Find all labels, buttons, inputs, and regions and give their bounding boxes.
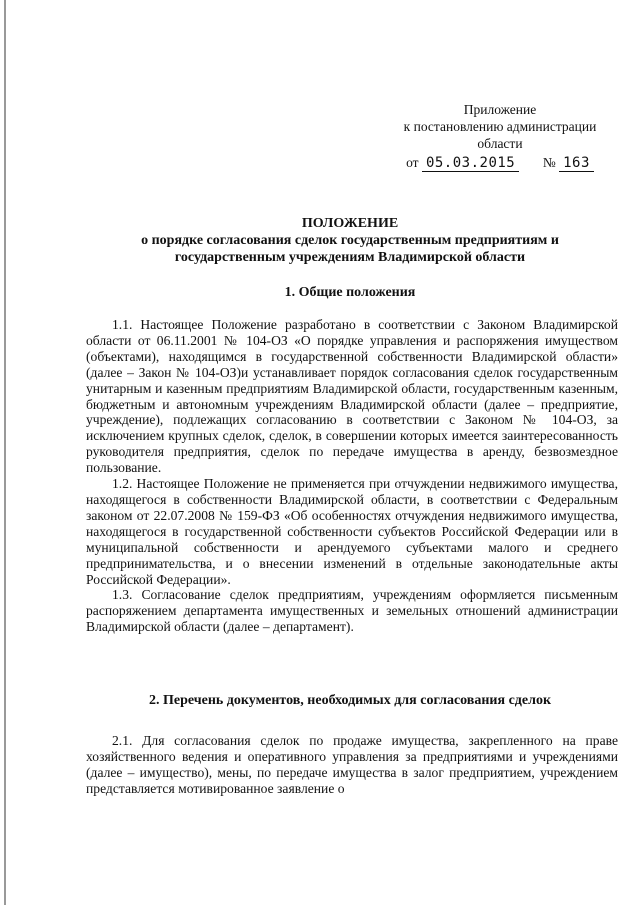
decree-number: 163 bbox=[559, 155, 594, 172]
paragraph-1-3: 1.3. Согласование сделок предприятиям, учреждениям оформляется письменным распоряжением департамента имущественных и земельных отношений администрации Владимирской области (далее – департамент). bbox=[86, 587, 618, 635]
attachment-decree-ref: к постановлению администрации bbox=[403, 119, 597, 134]
paragraph-1-2: 1.2. Настоящее Положение не применяется при отчуждении недвижимого имущества, находящегося в собственности Владимирской области, в соответствии с Федеральным законом от 22.07.2008 № 159-ФЗ «Об особенностях отчуждения недвижимого имущества, находящегося в государственной собственности субъектов Российской Федерации или в муниципальной собственности и арендуемого субъектами малого и среднего предпринимательства, и о внесении изменений в отдельные законодательные акты Российской Федерации». bbox=[86, 476, 618, 587]
paragraph-2-1: 2.1. Для согласования сделок по продаже имущества, закрепленного на праве хозяйственного ведения и оперативного управления за предприятиями и учреждениями (далее – имущество), мены, по передаче имущества в залог предприятием, учреждением представляется мотивированное заявление о bbox=[86, 733, 618, 796]
attachment-block bbox=[390, 101, 610, 172]
attachment-region: области bbox=[477, 136, 523, 151]
number-prefix: № bbox=[542, 155, 556, 170]
paragraph-1-1: 1.1. Настоящее Положение разработано в соответствии с Законом Владимирской области от 06.11.2001 № 104-ОЗ «О порядке управления и распоряжения имуществом (объектами), находящимся в государственной собственности Владимирской области» (далее – Закон № 104-ОЗ)и устанавливает порядок согласования сделок государственным унитарным и казенным предприятиям Владимирской области, государственным казенным, бюджетным и автономным учреждениям Владимирской области (далее – предприятие, учреждение), подлежащих согласованию в соответствии с Законом № 104-ОЗ, за исключением крупных сделок, сделок, в совершении которых имеется заинтересованность руководителя предприятия, сделок по передаче имущества в аренду, безвозмездное пользование. bbox=[86, 317, 618, 476]
decree-date: 05.03.2015 bbox=[422, 155, 519, 172]
decree-date-number bbox=[390, 154, 610, 172]
title-subtitle: о порядке согласования сделок государственным предприятиям и государственным учреждениям Владимирской области bbox=[141, 233, 559, 265]
section-2-body bbox=[86, 733, 618, 797]
section-1-heading: 1. Общие положения bbox=[284, 285, 416, 300]
document-title bbox=[80, 215, 620, 266]
attachment-label: Приложение bbox=[463, 102, 537, 117]
scan-edge-mark bbox=[4, 0, 6, 905]
title-main: ПОЛОЖЕНИЕ bbox=[301, 216, 399, 231]
section-1-body bbox=[86, 317, 618, 635]
date-prefix: от bbox=[406, 155, 419, 170]
section-2-heading: 2. Перечень документов, необходимых для согласования сделок bbox=[148, 693, 552, 708]
